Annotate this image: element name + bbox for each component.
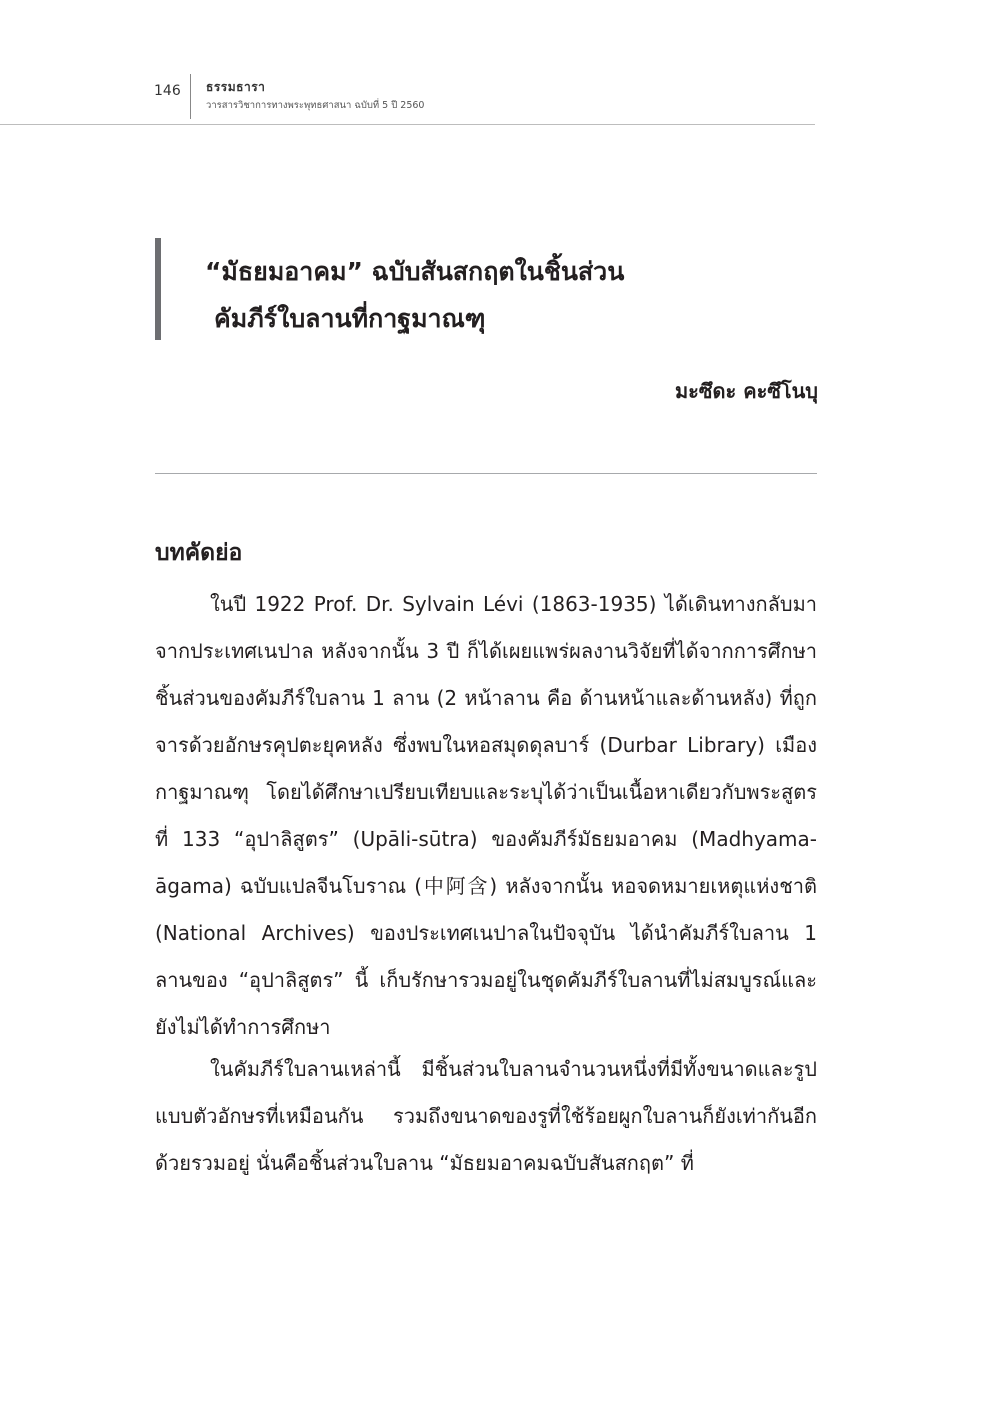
header-divider xyxy=(190,74,191,119)
abstract-paragraph-2 xyxy=(155,1046,817,1187)
abstract-paragraph-2-text: ในคัมภีร์ใบลานเหล่านี้ มีชิ้นส่วนใบลานจำนวนหนึ่งที่มีทั้งขนาดและรูปแบบตัวอักษรที่เหมือนกัน รวมถึงขนาดของรูที่ใช้ร้อยผูกใบลานก็ยังเท่ากันอีกด้วยรวมอยู่ นั่นคือชิ้นส่วนใบลาน “มัธยมอาคมฉบับสันสกฤต” ที่ xyxy=(155,1057,817,1175)
abstract-paragraph-1-text: ในปี 1922 Prof. Dr. Sylvain Lévi (1863-1935) ได้เดินทางกลับมาจากประเทศเนปาล หลังจากนั้น 3 ปี ก็ได้เผยแพร่ผลงานวิจัยที่ได้จากการศึกษาชิ้นส่วนของคัมภีร์ใบลาน 1 ลาน (2 หน้าลาน คือ ด้านหน้าและด้านหลัง) ที่ถูกจารด้วยอักษรคุปตะยุคหลัง ซึ่งพบในหอสมุดดุลบาร์ (Durbar Library) เมืองกาฐมาณฑุ โดยได้ศึกษาเปรียบเทียบและระบุได้ว่าเป็นเนื้อหาเดียวกับพระสูตรที่ 133 “อุปาลิสูตร” (Upāli-sūtra) ของคัมภีร์มัธยมอาคม (Madhyama-āgama) ฉบับแปลจีนโบราณ (中阿含) หลังจากนั้น หอจดหมายเหตุแห่งชาติ (National Archives) ของประเทศเนปาลในปัจจุบัน ได้นำคัมภีร์ใบลาน 1 ลานของ “อุปาลิสูตร” นี้ เก็บรักษารวมอยู่ในชุดคัมภีร์ใบลานที่ไม่สมบูรณ์และยังไม่ได้ทำการศึกษา xyxy=(155,592,817,1039)
page-header xyxy=(0,70,815,125)
journal-name: ธรรมธารา xyxy=(206,80,266,94)
article-title-line-1: “มัธยมอาคม” ฉบับสันสกฤตในชิ้นส่วน xyxy=(205,257,625,286)
author-name: มะซึดะ คะซึโนบุ xyxy=(675,379,818,403)
abstract-paragraph-1 xyxy=(155,581,817,1051)
article-title-line-2: คัมภีร์ใบลานที่กาฐมาณฑุ xyxy=(214,304,486,333)
section-divider xyxy=(155,473,817,474)
journal-subtitle: วารสารวิชาการทางพระพุทธศาสนา ฉบับที่ 5 ปี 2560 xyxy=(206,100,425,111)
page-number: 146 xyxy=(154,83,181,99)
abstract-heading: บทคัดย่อ xyxy=(155,540,243,566)
title-accent-bar xyxy=(155,238,161,340)
